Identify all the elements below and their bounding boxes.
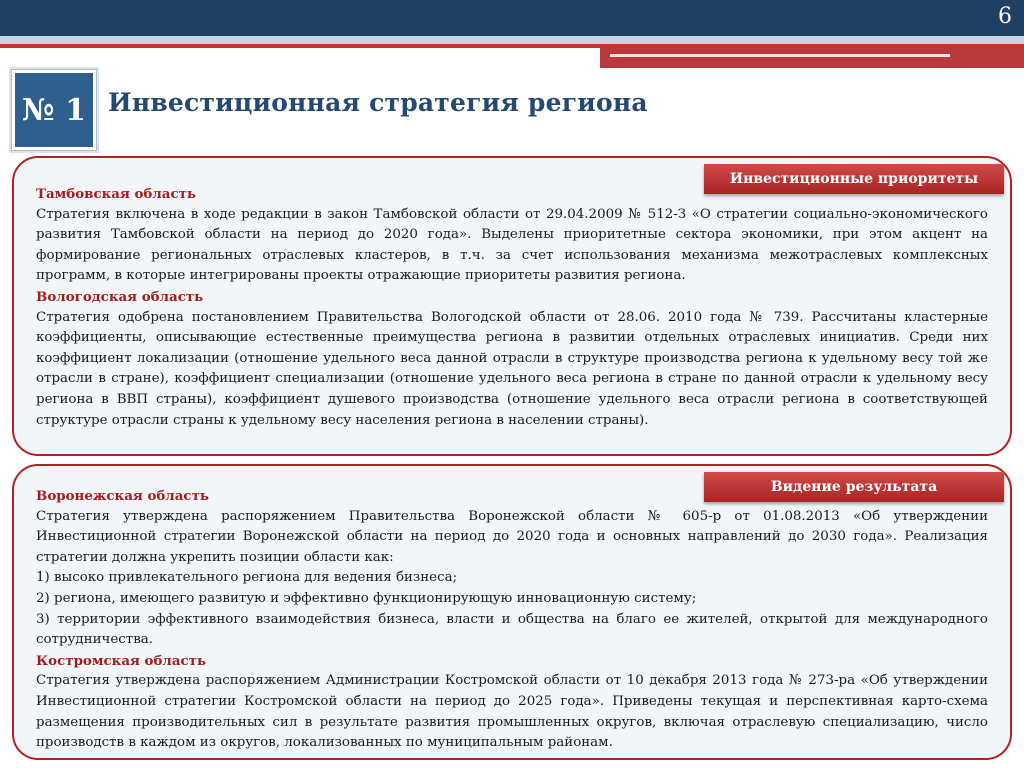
list-item: 1) высоко привлекательного региона для ведения бизнеса; <box>36 570 458 586</box>
list-item: 3) территории эффективного взаимодействия бизнеса, власти и общества на благо ее жителей, открытой для международного сотрудничества. <box>36 611 988 648</box>
list-item: 2) региона, имеющего развитую и эффективно функционирующую инновационную систему; <box>36 590 697 606</box>
header-accent-stripe <box>600 48 1024 68</box>
investment-priorities-panel <box>12 156 1012 456</box>
region-heading: Костромская область <box>36 652 207 669</box>
page-number: 6 <box>998 4 1012 29</box>
vision-content <box>36 486 988 754</box>
vision-tag: Видение результата <box>704 472 1004 502</box>
priorities-tag: Инвестиционные приоритеты <box>704 164 1004 194</box>
page-title: Инвестиционная стратегия региона <box>108 88 648 117</box>
region-heading: Воронежская область <box>36 488 209 504</box>
region-text: Стратегия включена в ходе редакции в закон Тамбовской области от 29.04.2009 № 512-З «О стратегии социально-экономического развития Тамбовской области на период до 2020 года». Выделены приоритетные сектора экономики, при этом акцент на формирование региональных отраслевых кластеров, в т.ч. за счет использования механизма межотраслевых комплексных программ, в которые интегрированы проекты отражающие приоритеты развития региона. <box>36 206 988 284</box>
result-vision-panel <box>12 464 1012 760</box>
region-heading: Тамбовская область <box>36 186 197 202</box>
header-highlight-line <box>610 54 950 57</box>
priorities-content <box>36 184 988 431</box>
region-text: Стратегия утверждена распоряжением Администрации Костромской области от 10 декабря 2013 года № 273-ра «Об утверждении Инвестиционной стратегии Костромской области на период до 2025 года». Приведены текущая и перспективная карто-схема размещения производительных сил в результате развития промышленных округов, включая отраслевую специализацию, число производств в каждом из округов, локализованных по муниципальным районам. <box>36 673 988 751</box>
slide-number-badge: № 1 <box>12 70 96 150</box>
region-text: Стратегия утверждена распоряжением Правительства Воронежской области № 605-р от 01.08.2013 «Об утверждении Инвестиционной стратегии Воронежской области на период до 2020 года и основных направлений до 2030 года». Реализация стратегии должна укрепить позиции области как: <box>36 508 988 565</box>
region-text: Стратегия одобрена постановлением Правительства Вологодской области от 28.06. 2010 года № 739. Рассчитаны кластерные коэффициенты, описывающие естественные преимущества региона в развитии отдельных отраслевых инициатив. Среди них коэффициент локализации (отношение удельного веса данной отрасли в структуре производства региона к удельному весу той же отрасли в стране), коэффициент специализации (отношение удельного веса региона в стране по данной отрасли к удельному весу региона в ВВП страны), коэффициент душевого производства (отношение удельного веса отрасли региона в соответствующей структуре отрасли страны к удельному весу населения региона в населении страны). <box>36 309 988 428</box>
region-heading: Вологодская область <box>36 288 204 305</box>
header-bar <box>0 0 1024 36</box>
